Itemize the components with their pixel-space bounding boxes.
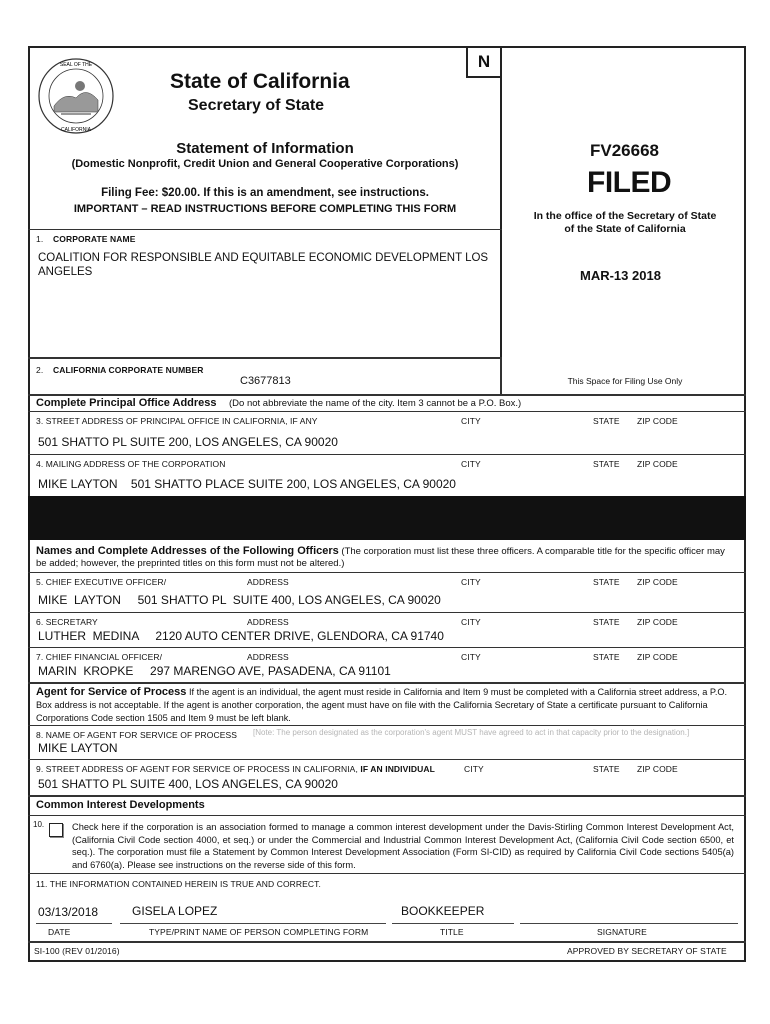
sig-line-date: [36, 923, 112, 924]
agent-name-field[interactable]: MIKE LAYTON: [38, 741, 118, 755]
divider-item4: [28, 454, 746, 455]
filing-number: FV26668: [590, 141, 659, 160]
form-title: Statement of Information: [176, 140, 354, 157]
divider-item8: [28, 725, 746, 726]
item8-label: 8. NAME OF AGENT FOR SERVICE OF PROCESS: [36, 730, 238, 740]
item4-city-label: CITY: [461, 459, 481, 469]
secretary-field[interactable]: LUTHER MEDINA 2120 AUTO CENTER DRIVE, GLENDORA, CA 91740: [38, 629, 444, 643]
item5-zip-label: ZIP CODE: [637, 577, 678, 587]
item9-state-label: STATE: [593, 764, 620, 774]
cert-signature-label: SIGNATURE: [597, 927, 647, 937]
filing-date: MAR-13 2018: [580, 268, 661, 283]
mailing-address-field[interactable]: MIKE LAYTON 501 SHATTO PLACE SUITE 200, LOS ANGELES, CA 90020: [38, 477, 456, 491]
agent-heading: Agent for Service of Process: [36, 686, 187, 698]
cid-checkbox[interactable]: [49, 823, 63, 837]
item9-label: [36, 764, 435, 774]
item1-label: CORPORATE NAME: [53, 234, 136, 244]
agent-text2: address, a P.O. Box address is not acceptable. If the agent is another corporation, the agent must have on file with the California Secretary of State a: [36, 687, 728, 710]
principal-note: (Do not abbreviate the name of the city. Item 3 cannot be a P.O. Box.): [229, 398, 522, 409]
fee-line: Filing Fee: $20.00. If this is an amendment, see instructions.: [101, 187, 429, 199]
sig-line-title: [392, 923, 514, 924]
cert-name-label: TYPE/PRINT NAME OF PERSON COMPLETING FORM: [149, 927, 369, 937]
agent-text1: If the agent is an individual, the agent must reside in California and Item 9 must be completed with a California street: [188, 687, 662, 697]
filed-stamp: FILED: [587, 166, 672, 199]
item9-city-label: CITY: [464, 764, 484, 774]
item6-state-label: STATE: [593, 617, 620, 627]
divider-item6: [28, 612, 746, 613]
agent-text3: certificate pursuant to California Corporations Code section 1505 and Item 9 must be left blank.: [36, 700, 708, 723]
item4-label: 4. MAILING ADDRESS OF THE CORPORATION: [36, 459, 226, 469]
divider-footer: [28, 941, 746, 943]
item5-city-label: CITY: [461, 577, 481, 587]
item9-label-bold: IF AN INDIVIDUAL: [360, 764, 435, 774]
divider-item5: [28, 572, 746, 573]
item10-num: 10.: [33, 820, 45, 829]
item9-zip-label: ZIP CODE: [637, 764, 678, 774]
item5-state-label: STATE: [593, 577, 620, 587]
form-id: SI-100 (REV 01/2016): [34, 946, 120, 956]
divider-agent: [28, 682, 746, 684]
ceo-field[interactable]: MIKE LAYTON 501 SHATTO PL SUITE 400, LOS ANGELES, CA 90020: [38, 593, 441, 607]
officers-note2: officer may be added; however, the preprinted titles on this form must not be altered.): [36, 546, 725, 569]
divider-cid: [28, 795, 746, 797]
cid-text3: (California Civil Code section 6500, et seq.). The corporation must file a Statement by Common Interest Development Association (Form SI-CID) as: [72, 834, 734, 857]
svg-text:SEAL OF THE: SEAL OF THE: [59, 62, 93, 68]
cert-title-label: TITLE: [440, 927, 464, 937]
corporate-name-field[interactable]: COALITION FOR RESPONSIBLE AND EQUITABLE ECONOMIC DEVELOPMENT LOS ANGELES: [38, 252, 489, 278]
item2-label: CALIFORNIA CORPORATE NUMBER: [53, 365, 204, 375]
department-title: Secretary of State: [188, 97, 325, 114]
divider-item2: [28, 357, 502, 359]
item9-label-text: 9. STREET ADDRESS OF AGENT FOR SERVICE OF PROCESS IN CALIFORNIA,: [36, 764, 358, 774]
corner-letter: N: [477, 52, 491, 71]
item6-label: 6. SECRETARY: [36, 617, 98, 627]
cert-date-field[interactable]: 03/13/2018: [38, 905, 99, 919]
cfo-field[interactable]: MARIN KROPKE 297 MARENGO AVE, PASADENA, CA 91101: [38, 664, 391, 678]
cert-name-field[interactable]: GISELA LOPEZ: [132, 904, 218, 918]
divider-item1: [28, 229, 502, 230]
principal-address-field[interactable]: 501 SHATTO PL SUITE 200, LOS ANGELES, CA 90020: [38, 435, 338, 449]
item11-label: 11. THE INFORMATION CONTAINED HEREIN IS TRUE AND CORRECT.: [36, 879, 321, 889]
state-title: State of California: [170, 70, 350, 93]
divider-item3: [28, 411, 746, 412]
agent-address-field[interactable]: 501 SHATTO PL SUITE 400, LOS ANGELES, CA 90020: [38, 777, 338, 791]
item6-zip-label: ZIP CODE: [637, 617, 678, 627]
item8-note: [Note: The person designated as the corporation's agent MUST have agreed to act in that capacity prior to the designation.]: [253, 728, 690, 737]
item7-zip-label: ZIP CODE: [637, 652, 678, 662]
divider-item10: [28, 815, 746, 816]
item3-state-label: STATE: [593, 416, 620, 426]
officers-heading: Names and Complete Addresses of the Following Officers: [36, 545, 339, 557]
item7-address-label: ADDRESS: [247, 652, 289, 662]
cid-text4: required by California Civil Code sections 5405(a) and 6760(a). Please see instructions on the reverse side of this form.: [72, 847, 734, 870]
cert-date-label: DATE: [48, 927, 71, 937]
divider-item9: [28, 759, 746, 760]
sig-line-name: [120, 923, 386, 924]
officers-heading-block: [36, 545, 738, 570]
item3-label: 3. STREET ADDRESS OF PRINCIPAL OFFICE IN CALIFORNIA, IF ANY: [36, 416, 318, 426]
cid-text2: Development Act, (California Civil Code section 4000, et seq.) or under the Commercial and Industrial Common Interest Development Act,: [72, 822, 734, 845]
divider-vertical-item2: [500, 357, 502, 395]
important-line: IMPORTANT – READ INSTRUCTIONS BEFORE COMPLETING THIS FORM: [73, 203, 457, 215]
cert-title-field[interactable]: BOOKKEEPER: [401, 904, 485, 918]
item5-address-label: ADDRESS: [247, 577, 289, 587]
cid-text1: Check here if the corporation is an association formed to manage a common interest development under the Davis-Stirling Common Interest: [72, 822, 658, 832]
black-band: [28, 496, 746, 540]
sig-line-signature: [520, 923, 738, 924]
item4-state-label: STATE: [593, 459, 620, 469]
principal-heading: Complete Principal Office Address: [36, 397, 217, 409]
approved-label: APPROVED BY SECRETARY OF STATE: [567, 946, 727, 956]
agent-block: [36, 686, 740, 725]
filing-office-line2: of the State of California: [564, 223, 686, 235]
item4-zip-label: ZIP CODE: [637, 459, 678, 469]
item7-label: 7. CHIEF FINANCIAL OFFICER/: [36, 652, 163, 662]
item2-num: 2.: [36, 365, 44, 375]
item5-label: 5. CHIEF EXECUTIVE OFFICER/: [36, 577, 167, 587]
svg-text:CALIFORNIA: CALIFORNIA: [60, 127, 92, 133]
filing-space-note: This Space for Filing Use Only: [567, 376, 683, 386]
item6-address-label: ADDRESS: [247, 617, 289, 627]
item7-state-label: STATE: [593, 652, 620, 662]
corporate-number-field[interactable]: C3677813: [240, 375, 291, 387]
divider-item7: [28, 647, 746, 648]
officers-note1: (The corporation must list these three officers. A comparable title for the specific: [341, 546, 676, 557]
item6-city-label: CITY: [461, 617, 481, 627]
state-seal-icon: [36, 56, 116, 136]
form-subtitle: (Domestic Nonprofit, Credit Union and General Cooperative Corporations): [71, 158, 459, 170]
item3-city-label: CITY: [461, 416, 481, 426]
cid-text-block: [72, 821, 734, 871]
divider-principal: [28, 394, 746, 396]
item7-city-label: CITY: [461, 652, 481, 662]
cid-heading: Common Interest Developments: [36, 799, 205, 811]
filing-office-line1: In the office of the Secretary of State: [533, 210, 717, 222]
item1-num: 1.: [36, 234, 44, 244]
item3-zip-label: ZIP CODE: [637, 416, 678, 426]
divider-item11: [28, 873, 746, 874]
